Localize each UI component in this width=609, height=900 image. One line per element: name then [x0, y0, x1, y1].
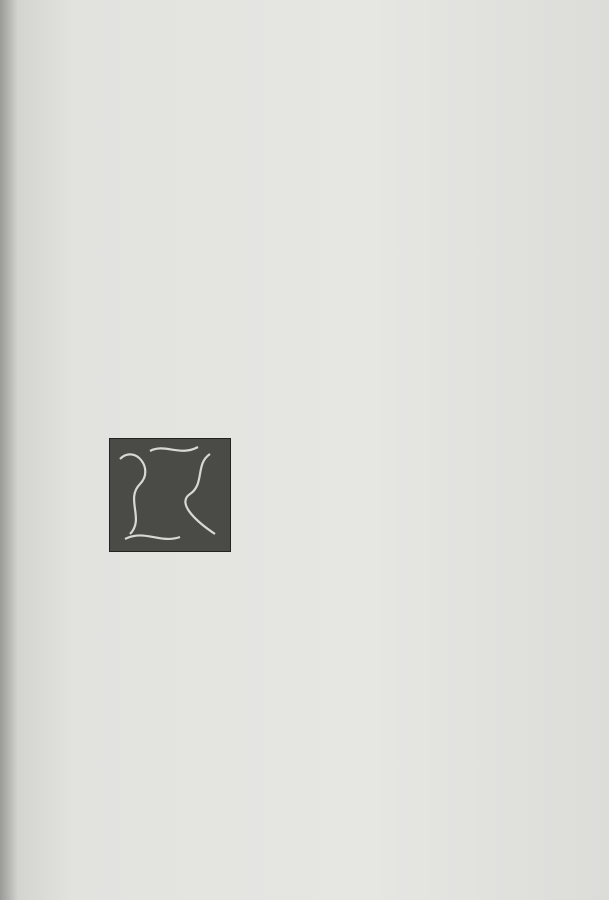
ornament-initial-icon [110, 439, 230, 551]
page-header [0, 4, 609, 40]
decorated-initial [109, 438, 231, 552]
gutter-shadow [0, 0, 18, 900]
